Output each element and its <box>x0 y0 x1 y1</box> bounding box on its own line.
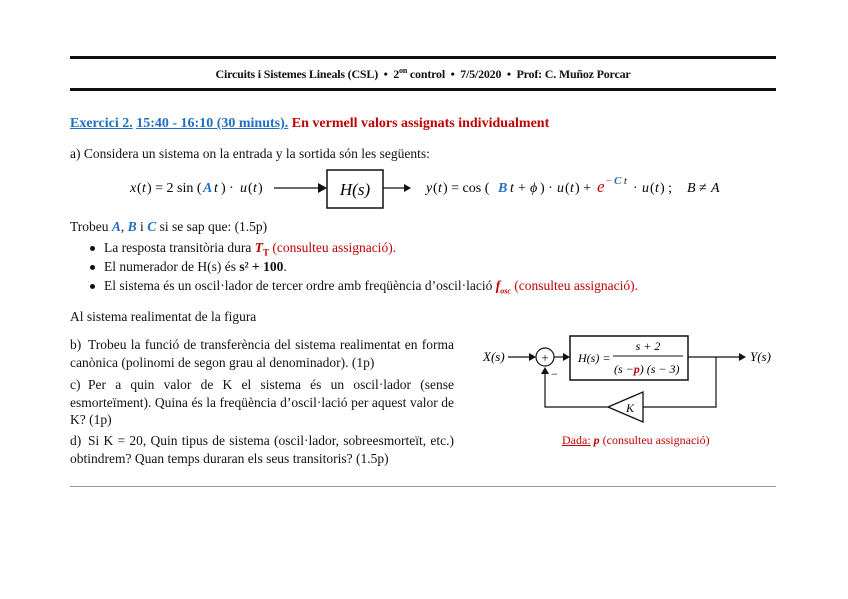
svg-text:u: u <box>642 181 649 196</box>
plant-numerator: s + 2 <box>635 339 661 353</box>
svg-text:+: + <box>541 350 549 365</box>
svg-text:A: A <box>711 181 720 196</box>
svg-text:A: A <box>203 181 213 196</box>
svg-text:) ·: ) · <box>540 181 553 196</box>
svg-text:(: ( <box>650 181 655 196</box>
part-d: d) Si K = 20, Quin tipus de sistema (oscil·lador, sobreesmorteït, etc.) obtindrem? Quan temps duraran els seus transitoris? (1.5p) <box>70 433 454 466</box>
exercise-number: Exercici 2. <box>70 116 133 131</box>
list-item: El sistema és un oscil·lador de tercer ordre amb freqüència d’oscil·lació $f_{osc}$ (consulteu assignació). <box>70 278 638 297</box>
part-a-intro: a) Considera un sistema on la entrada y la sortida són les següents: <box>70 146 430 161</box>
professor: Prof: C. Muñoz Porcar <box>516 67 631 81</box>
list-item: La resposta transitòria dura $T_T$ (consulteu assignació). <box>70 240 638 259</box>
footer-rule <box>70 486 776 487</box>
svg-text:t: t <box>570 181 574 196</box>
part-b: b) Trobeu la funció de transferència del sistema realimentat en forma canònica (polinomi de segon grau al denominador). (1p) <box>70 337 454 370</box>
svg-text:t: t <box>510 181 514 196</box>
svg-text:(: ( <box>565 181 570 196</box>
svg-text:B: B <box>687 181 696 196</box>
list-item: El numerador de H(s) és s² + 100. <box>70 259 638 278</box>
svg-text:u: u <box>557 181 564 196</box>
svg-text:) = 2 sin (: ) = 2 sin ( <box>147 181 202 196</box>
course-name: Circuits i Sistemes Lineals (CSL) <box>215 67 378 81</box>
svg-text:+: + <box>518 181 526 196</box>
svg-text:·: · <box>633 181 638 196</box>
exercise-time: 15:40 - 16:10 (30 minuts). <box>136 116 289 131</box>
svg-text:) ;: ) ; <box>660 181 673 196</box>
svg-text:): ) <box>258 181 263 196</box>
document-header: Circuits i Sistemes Lineals (CSL) • $2^{on}$ control • 7/5/2020 • Prof: C. Muñoz Porcar <box>215 66 631 81</box>
svg-text:) = cos (: ) = cos ( <box>443 181 490 196</box>
svg-text:t: t <box>253 181 257 196</box>
svg-text:(: ( <box>433 181 438 196</box>
diagram-input-label: X(s) <box>483 349 505 364</box>
svg-text:≠: ≠ <box>699 181 707 196</box>
svg-text:(: ( <box>137 181 142 196</box>
svg-text:x: x <box>130 181 137 196</box>
find-abc: Trobeu A, B i C si se sap que: (1.5p) <box>70 219 268 234</box>
given-note: Dada: p (consulteu assignació) <box>562 433 710 447</box>
svg-text:−: − <box>551 367 558 381</box>
svg-text:B: B <box>498 181 508 196</box>
svg-text:u: u <box>240 181 247 196</box>
plant-h-label: H(s) = <box>578 351 611 365</box>
plant-denominator: (s −p) (s − 3) <box>614 362 680 376</box>
assigned-note: En vermell valors assignats individualment <box>291 116 550 131</box>
diagram-output-label: Y(s) <box>750 349 771 364</box>
svg-text:−: − <box>606 176 612 187</box>
svg-text:(: ( <box>248 181 253 196</box>
part-c: c) Per a quin valor de K el sistema és un oscil·lador (sense esmorteïment). Quina és la freqüència d’oscil·lació per aquest valor de K? (1p) <box>70 377 454 427</box>
control-number: 2 <box>393 67 400 81</box>
svg-text:e: e <box>597 177 605 196</box>
h-block-label: H(s) <box>339 180 371 199</box>
svg-text:t: t <box>142 181 146 196</box>
svg-text:t: t <box>655 181 659 196</box>
gain-label: K <box>625 401 635 415</box>
feedback-intro: Al sistema realimentat de la figura <box>70 309 257 324</box>
svg-text:t: t <box>624 176 627 187</box>
svg-text:) ·: ) · <box>221 181 234 196</box>
svg-text:t: t <box>438 181 442 196</box>
svg-text:t: t <box>214 181 218 196</box>
svg-text:y: y <box>426 181 433 196</box>
svg-text:ϕ: ϕ <box>530 181 538 196</box>
exam-date: 7/5/2020 <box>460 67 502 81</box>
svg-text:) +: ) + <box>575 181 592 196</box>
svg-text:C: C <box>614 175 622 187</box>
